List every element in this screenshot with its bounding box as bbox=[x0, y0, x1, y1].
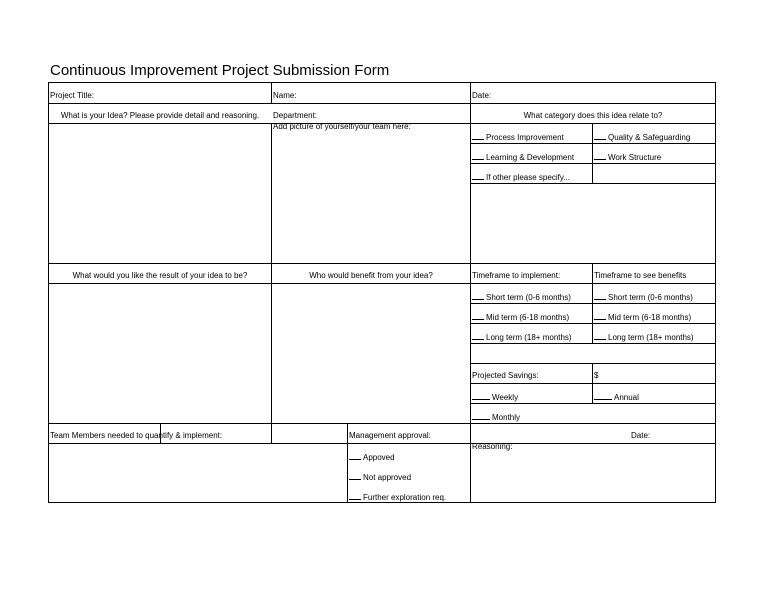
approval-date-label: Date: bbox=[631, 431, 651, 440]
team-members-label: Team Members needed to quantify & implement: bbox=[50, 431, 223, 440]
benefit-long-term: Long term (18+ months) bbox=[594, 331, 694, 343]
category-process: Process Improvement bbox=[472, 131, 564, 143]
project-title-label: Project Title: bbox=[50, 91, 95, 100]
category-question-label: What category does this idea relate to? bbox=[523, 111, 663, 120]
savings-annual: Annual bbox=[594, 391, 639, 403]
idea-question-label: What is your Idea? Please provide detail and reasoning. bbox=[60, 111, 260, 120]
timeframe-benefits-label: Timeframe to see benefits bbox=[594, 271, 687, 280]
benefit-question-label: Who would benefit from your idea? bbox=[309, 271, 433, 280]
approval-not-approved: Not approved bbox=[349, 471, 411, 483]
savings-currency: $ bbox=[594, 371, 599, 380]
page-title: Continuous Improvement Project Submission Form bbox=[50, 62, 390, 79]
category-quality: Quality & Safeguarding bbox=[594, 131, 690, 143]
timeframe-implement-label: Timeframe to implement: bbox=[472, 271, 561, 280]
savings-weekly: Weekly bbox=[472, 391, 518, 403]
result-question-label: What would you like the result of your idea to be? bbox=[72, 271, 248, 280]
category-work: Work Structure bbox=[594, 151, 661, 163]
approval-approved: Appoved bbox=[349, 451, 395, 463]
date-label: Date: bbox=[472, 91, 492, 100]
name-label: Name: bbox=[273, 91, 297, 100]
benefit-short-term: Short term (0-6 months) bbox=[594, 291, 693, 303]
implement-long-term: Long term (18+ months) bbox=[472, 331, 572, 343]
implement-mid-term: Mid term (6-18 months) bbox=[472, 311, 569, 323]
savings-monthly: Monthly bbox=[472, 411, 520, 423]
reasoning-label: Reasoning: bbox=[472, 442, 513, 451]
management-approval-label: Management approval: bbox=[349, 431, 431, 440]
approval-further-exploration: Further exploration req. bbox=[349, 491, 446, 503]
department-label: Department: bbox=[273, 111, 318, 120]
benefit-mid-term: Mid term (6-18 months) bbox=[594, 311, 691, 323]
category-learning: Learning & Development bbox=[472, 151, 574, 163]
projected-savings-label: Projected Savings: bbox=[472, 371, 539, 380]
add-picture-label: Add picture of yourself/your team here: bbox=[273, 122, 411, 131]
implement-short-term: Short term (0-6 months) bbox=[472, 291, 571, 303]
category-other: If other please specify... bbox=[472, 171, 570, 183]
